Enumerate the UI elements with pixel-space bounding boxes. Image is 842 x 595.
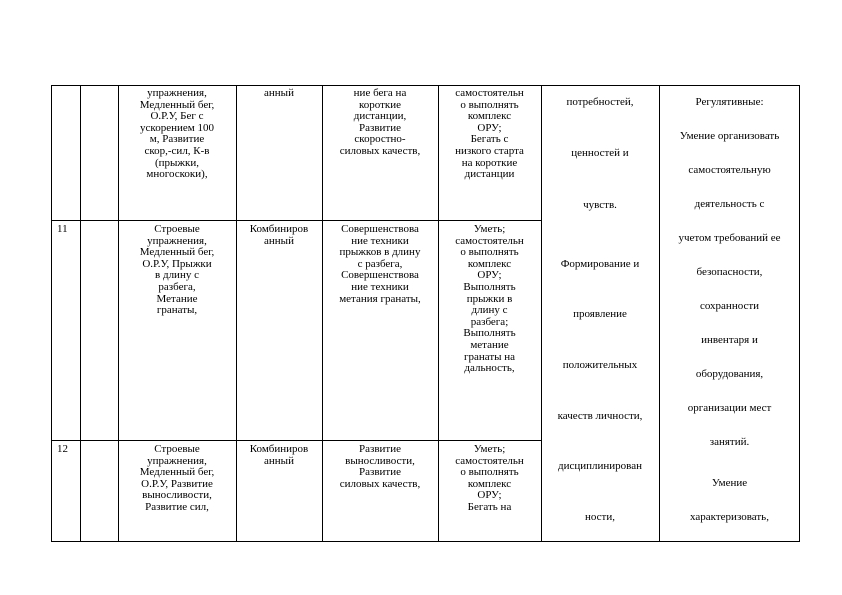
- subject-results-cell: самостоятельн о выполнять комплекс ОРУ; Бегать с низкого старта на короткие дистанции: [455, 88, 524, 181]
- personal-results-cell: потребностей, ценностей и чувств. Формирование и проявление положительных качеств личности, дисциплинирован ности,: [557, 96, 643, 523]
- column-divider: [236, 85, 237, 542]
- lesson-goals-cell: Развитие выносливости, Развитие силовых качеств,: [339, 444, 421, 490]
- lesson-type-cell: Комбиниров анный: [249, 224, 309, 247]
- lesson-content-cell: упражнения, Медленный бег, О.Р.У, Бег с ускорением 100 м, Развитие скор,-сил, К-в (прыжки, многоскоки),: [139, 88, 215, 181]
- column-divider: [80, 85, 81, 542]
- table-row-number: 11: [57, 224, 68, 235]
- lesson-type-cell: анный: [264, 88, 294, 99]
- row-divider: [51, 220, 541, 221]
- regulatory-results-cell: Регулятивные: Умение организовать самостоятельную деятельность с учетом требований ее безопасности, сохранности инвентаря и оборудования, организации мест занятий. Умение характеризовать,: [678, 96, 781, 523]
- lesson-content-cell: Строевые упражнения, Медленный бег, О.Р.У, Развитие выносливости, Развитие сил,: [139, 444, 215, 513]
- subject-results-cell: Уметь; самостоятельн о выполнять комплекс ОРУ; Бегать на: [455, 444, 524, 513]
- lesson-type-cell: Комбиниров анный: [249, 444, 309, 467]
- table-row-number: 12: [57, 444, 68, 455]
- lesson-goals-cell: Совершенствова ние техники прыжков в длину с разбега, Совершенствова ние техники метания гранаты,: [339, 224, 421, 305]
- subject-results-cell: Уметь; самостоятельн о выполнять комплекс ОРУ; Выполнять прыжки в длину с разбега; Выполнять метание гранаты на дальность,: [455, 224, 524, 375]
- lesson-goals-cell: ние бега на короткие дистанции, Развитие скоростно- силовых качеств,: [339, 88, 421, 157]
- lesson-content-cell: Строевые упражнения, Медленный бег, О.Р.У, Прыжки в длину с разбега, Метание гранаты,: [139, 224, 215, 317]
- row-divider: [51, 440, 541, 441]
